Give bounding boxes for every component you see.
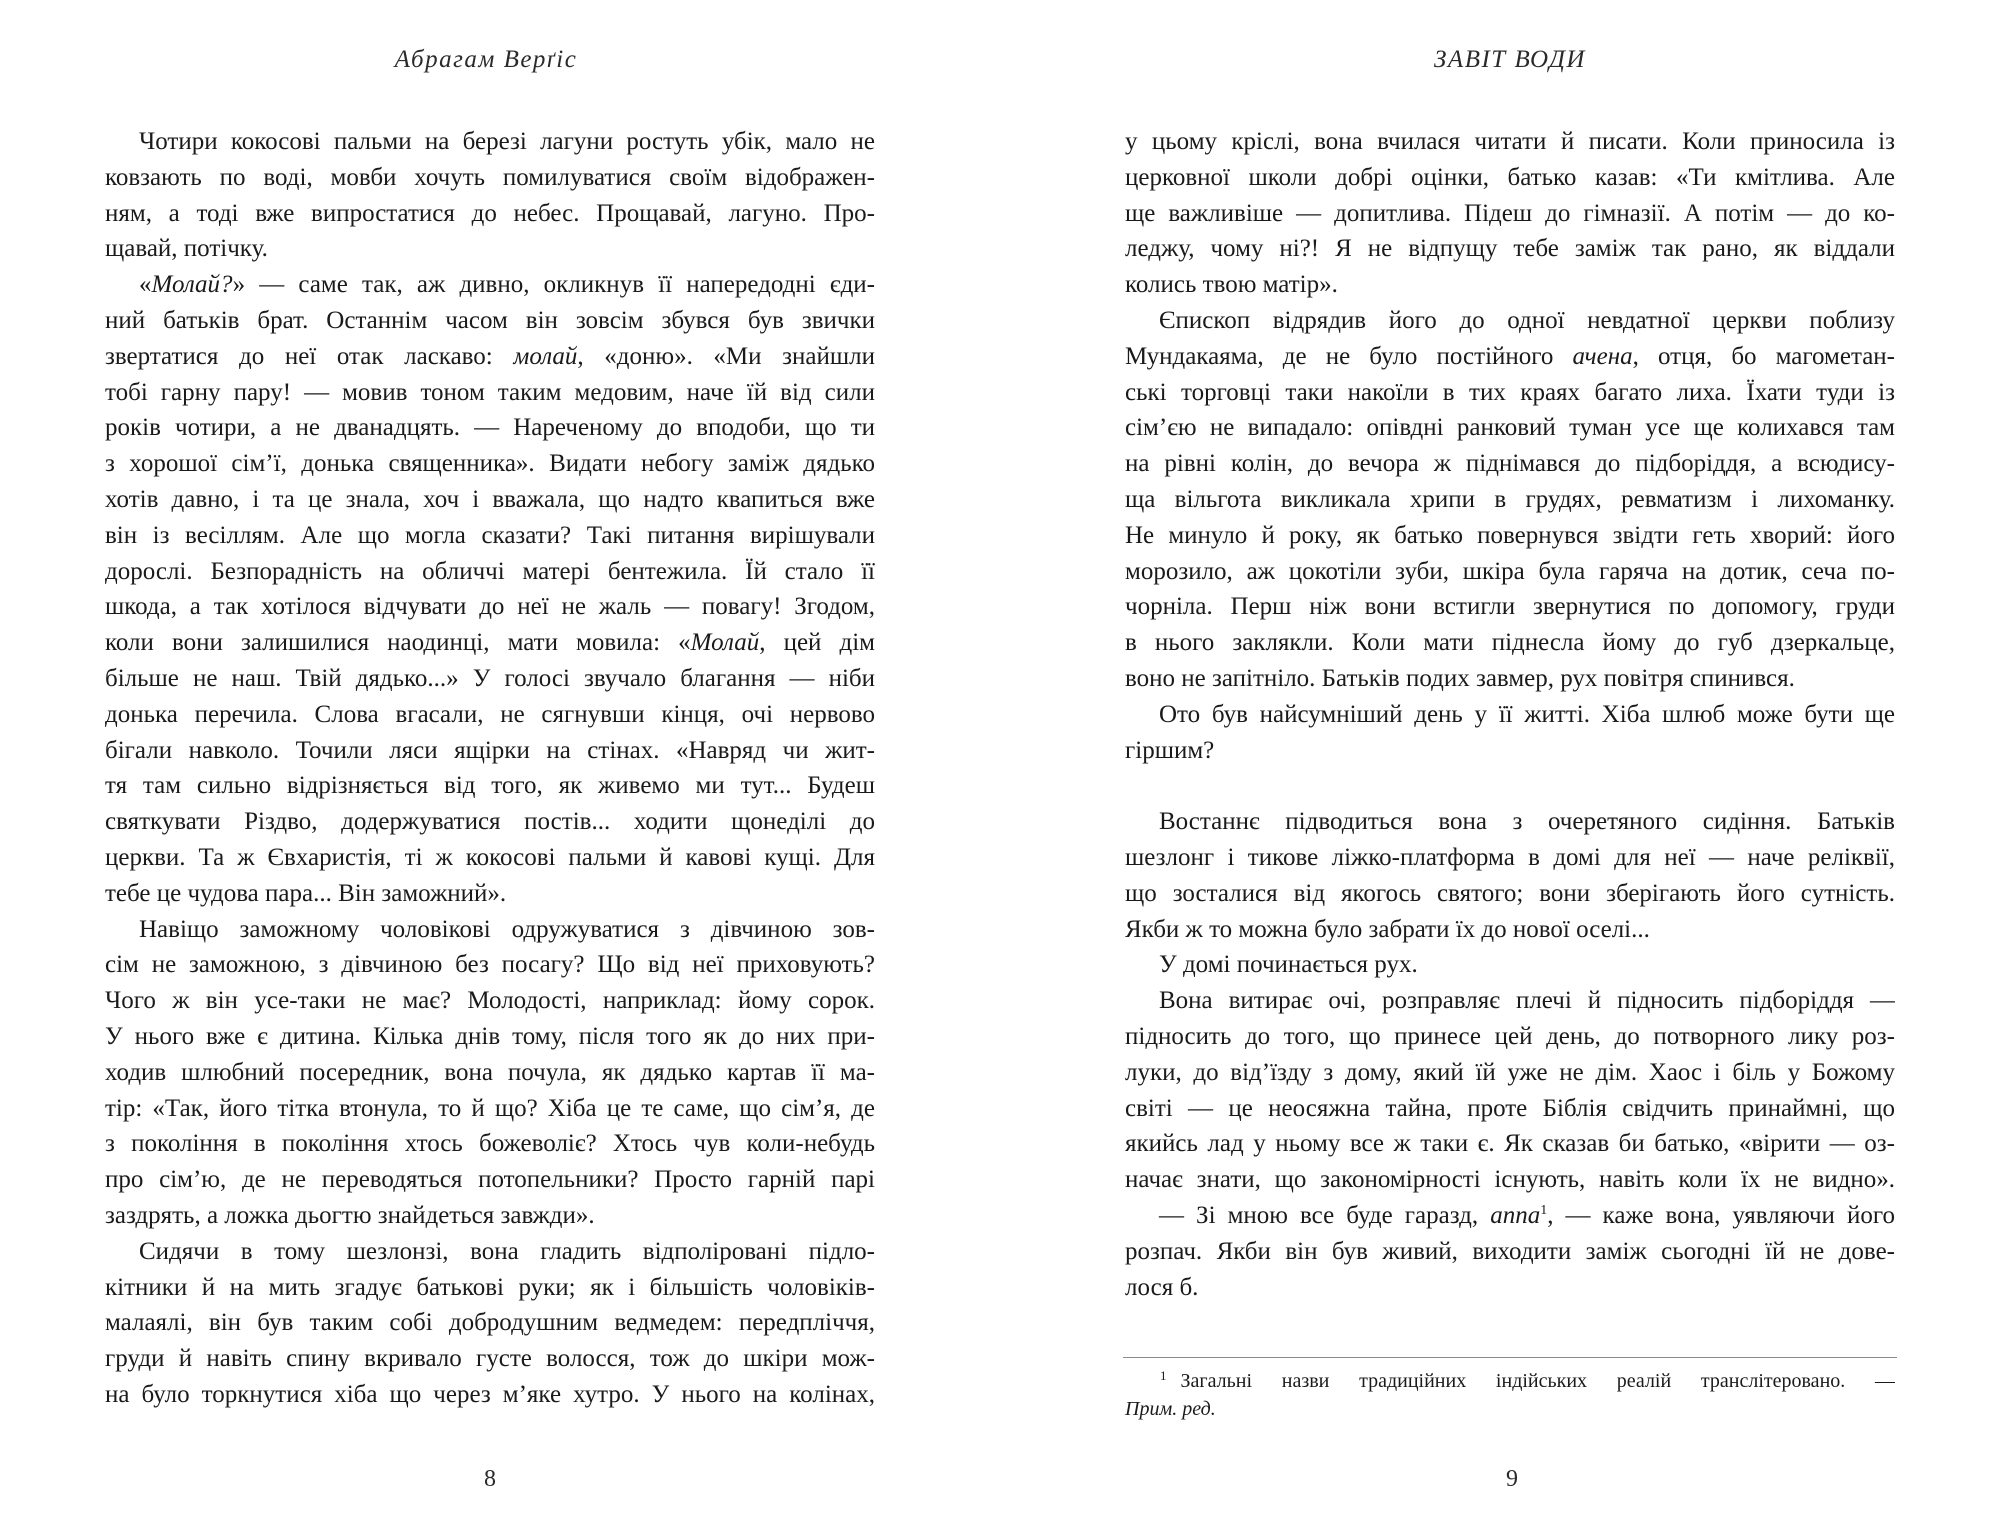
text-line — [105, 339, 875, 375]
text-segment: — Зі мною все буде гаразд, — [1159, 1201, 1491, 1229]
text-line — [105, 1126, 875, 1162]
text-segment: начає знати, що закономірності існують, навіть коли їх не видно». — [1125, 1166, 1895, 1194]
text-segment: Мундакаяма, де не було постійного — [1125, 342, 1573, 370]
text-line — [105, 231, 875, 267]
running-head-title: ЗАВІТ ВОДИ — [1434, 46, 1586, 73]
text-line — [105, 947, 875, 983]
text-line — [1125, 1055, 1895, 1091]
footnote — [1125, 1367, 1895, 1423]
text-segment: ний батьків брат. Останнім часом він зовсім збувся був звички — [105, 306, 875, 334]
text-segment: підносить до того, що принесе цей день, до потворного лику роз- — [1125, 1022, 1895, 1050]
text-line — [105, 303, 875, 339]
running-head-author: Абрагам Верґіс — [394, 46, 578, 73]
text-segment: Якби ж то можна було забрати їх до нової оселі... — [1125, 915, 1650, 943]
text-line — [1125, 1126, 1895, 1162]
text-line — [105, 482, 875, 518]
text-segment: Чого ж він усе-таки не має? Молодості, наприклад: йому сорок. — [105, 987, 875, 1015]
text-segment: « — [139, 271, 152, 299]
text-segment: тебе це чудова пара... Він заможний». — [105, 879, 507, 907]
text-segment: У нього вже є дитина. Кілька днів тому, після того як до них при- — [105, 1022, 875, 1050]
left-page-body — [105, 124, 875, 1413]
text-segment: світі — це неосяжна тайна, проте Біблія свідчить принаймні, що — [1125, 1094, 1895, 1122]
text-line — [105, 912, 875, 948]
text-line — [105, 1341, 875, 1377]
text-line — [1125, 196, 1895, 232]
text-segment: Сидячи в тому шезлонзі, вона гладить відполіровані підло- — [139, 1237, 875, 1265]
text-segment: , «доню». «Ми знайшли — [577, 342, 875, 370]
text-line — [105, 375, 875, 411]
text-segment: Востаннє підводиться вона з очеретяного сидіння. Батьків — [1159, 808, 1895, 836]
text-segment: леджу, чому ні?! Я не відпущу тебе заміж так рано, як віддали — [1125, 235, 1895, 263]
text-line — [105, 554, 875, 590]
text-segment: ням, а тоді вже випростатися до небес. Прощавай, лагуно. Про- — [105, 199, 875, 227]
text-line — [1125, 804, 1895, 840]
text-line — [105, 160, 875, 196]
text-line — [105, 625, 875, 661]
text-segment: шкода, а так хотілося відчувати до неї не жаль — повагу! Згодом, — [105, 593, 875, 621]
text-segment: , цей дім — [759, 629, 875, 657]
text-line — [1125, 697, 1895, 733]
text-line — [105, 1270, 875, 1306]
text-segment: у цьому кріслі, вона вчилася читати й писати. Коли приносила із — [1125, 128, 1895, 155]
right-page — [1000, 0, 2000, 1530]
text-segment: Навіщо заможному чоловікові одружуватися з дівчиною зов- — [139, 915, 875, 943]
text-line — [105, 196, 875, 232]
text-line — [105, 1198, 875, 1234]
text-segment: груди й навіть спину вкривало густе волосся, тож до шкіри мож- — [105, 1345, 875, 1373]
text-line — [105, 410, 875, 446]
text-line — [1125, 554, 1895, 590]
text-line — [105, 1055, 875, 1091]
text-line — [1125, 733, 1895, 769]
text-segment: більше не наш. Твій дядько...» У голосі звучало благання — ніби — [105, 664, 875, 692]
text-segment: якийсь лад у ньому все ж таки є. Як сказав би батько, «вірити — оз- — [1125, 1130, 1895, 1158]
text-segment: тя там сильно відрізняється від того, як живемо ми тут... Будеш — [105, 772, 875, 800]
text-line — [1125, 518, 1895, 554]
text-line — [1125, 589, 1895, 625]
text-segment: шезлонг і тикове ліжко-платформа в домі для неї — наче реліквії, — [1125, 843, 1895, 871]
right-page-body — [1125, 124, 1895, 1305]
text-segment: Ото був найсумніший день у її житті. Хіба шлюб може бути ще — [1159, 700, 1895, 728]
text-segment: морозило, аж цокотіли зуби, шкіра була гаряча на дотик, сеча по- — [1125, 557, 1895, 585]
text-line — [1125, 912, 1895, 948]
text-segment: сім’єю не випадало: опівдні ранковий туман усе ще колихався там — [1125, 414, 1895, 442]
text-segment: про сім’ю, де не переводяться потопельники? Просто гарній парі — [105, 1166, 875, 1194]
text-line — [105, 876, 875, 912]
text-segment: ща вільгота викликала хрипи в грудях, ревматизм і лихоманку. — [1125, 485, 1895, 513]
text-segment: років чотири, а не дванадцять. — Нареченому до вподоби, що ти — [105, 414, 875, 442]
text-line — [105, 124, 875, 160]
text-segment: що зосталися від якогось святого; вони зберігають його сутність. — [1125, 879, 1895, 907]
text-segment: луки, до від’їзду з дому, який їй уже не дім. Хаос і біль у Божому — [1125, 1058, 1895, 1086]
italic-text: молай — [513, 342, 578, 370]
text-segment: розпач. Якби він був живий, виходити заміж сьогодні їй не дове- — [1125, 1237, 1895, 1265]
text-line — [105, 589, 875, 625]
footnote-marker: 1 — [1160, 1368, 1167, 1383]
italic-text: Молай? — [151, 271, 233, 299]
text-line — [105, 518, 875, 554]
text-line — [105, 1234, 875, 1270]
text-line — [1125, 876, 1895, 912]
italic-text: аппа — [1490, 1201, 1541, 1229]
text-segment: ходив шлюбний посередник, вона почула, як дядько картав її ма- — [105, 1058, 875, 1086]
text-line — [105, 983, 875, 1019]
footnote-divider — [1123, 1357, 1897, 1358]
text-line — [1125, 1019, 1895, 1055]
italic-text: Прим. ред. — [1125, 1398, 1216, 1420]
text-line — [1125, 1367, 1895, 1395]
text-line — [1125, 375, 1895, 411]
text-segment: , отця, бо магометан- — [1632, 342, 1895, 370]
text-segment: на рівні колін, до вечора ж піднімався до підборіддя, а всюдису- — [1125, 450, 1895, 478]
text-segment: донька перечила. Слова вгасали, не сягнувши кінця, очі нервово — [105, 700, 875, 728]
text-segment: святкувати Різдво, додержуватися постів... ходити щонеділі до — [105, 808, 875, 836]
text-segment: У домі починається рух. — [1159, 951, 1418, 979]
text-segment: хотів давно, і та це знала, хоч і вважала, що надто квапиться вже — [105, 485, 875, 513]
text-segment: дорослі. Безпорадність на обличчі матері бентежила. Їй стало її — [105, 557, 875, 585]
text-line — [105, 697, 875, 733]
text-segment: церковної школи добрі оцінки, батько казав: «Ти кмітлива. Але — [1125, 163, 1895, 191]
text-segment: ські торговці таки накоїли в тих краях багато лиха. Їхати туди із — [1125, 378, 1895, 406]
text-segment: тобі гарну пару! — мовив тоном таким медовим, наче їй від сили — [105, 378, 875, 406]
text-line — [1125, 303, 1895, 339]
text-line — [1125, 1091, 1895, 1127]
text-line — [1125, 661, 1895, 697]
text-segment: колись твою матір». — [1125, 271, 1338, 299]
text-line — [1125, 625, 1895, 661]
text-line — [105, 768, 875, 804]
text-segment: ще важливіше — допитлива. Підеш до гімназії. А потім — до ко- — [1125, 199, 1895, 227]
text-segment: з покоління в покоління хтось божеволіє? Хтось чув коли-небудь — [105, 1130, 875, 1158]
text-segment: кітники й на мить згадує батькові руки; як і більшість чоловіків- — [105, 1273, 875, 1301]
text-line — [1125, 1234, 1895, 1270]
text-line — [105, 840, 875, 876]
text-segment: з хорошої сім’ї, донька священника». Видати небогу заміж дядько — [105, 450, 875, 478]
text-line — [1125, 124, 1895, 160]
text-segment: він із весіллям. Але що могла сказати? Такі питання вирішували — [105, 521, 875, 549]
text-line — [1125, 410, 1895, 446]
text-line — [105, 661, 875, 697]
blank-line — [1125, 768, 1895, 804]
text-line — [1125, 983, 1895, 1019]
text-line — [105, 1377, 875, 1413]
text-line — [1125, 1395, 1895, 1423]
page-number: 9 — [1506, 1466, 1518, 1492]
text-segment: ковзають по воді, мовби хочуть помилуватися своїм відображен- — [105, 163, 875, 191]
text-segment: бігали навколо. Точили ляси ящірки на стінах. «Навряд чи жит- — [105, 736, 875, 764]
text-line — [105, 446, 875, 482]
text-line — [105, 1162, 875, 1198]
text-segment: Чотири кокосові пальми на березі лагуни ростуть убік, мало не — [139, 128, 875, 155]
text-line — [1125, 339, 1895, 375]
text-segment: на було торкнутися хіба що через м’яке хутро. У нього на колінах, — [105, 1380, 875, 1408]
italic-text: Молай — [690, 629, 760, 657]
text-line — [1125, 1270, 1895, 1306]
text-line — [1125, 446, 1895, 482]
text-segment: , — каже вона, уявляючи його — [1547, 1201, 1895, 1229]
text-segment: лося б. — [1125, 1273, 1199, 1301]
text-segment: тір: «Так, його тітка втонула, то й що? Хіба це те саме, що сім’я, де — [105, 1094, 875, 1122]
text-line — [1125, 840, 1895, 876]
footnote-reference: 1 — [1540, 1202, 1548, 1218]
text-line — [105, 1019, 875, 1055]
text-segment: церкви. Та ж Євхаристія, ті ж кокосові пальми й кавові кущі. Для — [105, 843, 875, 871]
text-segment: Єпископ відрядив його до одної невдатної церкви поблизу — [1159, 306, 1895, 334]
text-segment: заздрять, а ложка дьогтю знайдеться завжди». — [105, 1201, 595, 1229]
text-segment: Загальні назви традиційних індійських реалій транслітеровано. — — [1180, 1370, 1895, 1392]
text-segment: щавай, потічку. — [105, 235, 268, 263]
text-line — [1125, 947, 1895, 983]
text-segment: звертатися до неї отак ласкаво: — [105, 342, 514, 370]
text-line — [105, 733, 875, 769]
text-segment: гіршим? — [1125, 736, 1215, 764]
text-line — [105, 1091, 875, 1127]
text-line — [105, 1305, 875, 1341]
text-line — [105, 267, 875, 303]
text-line — [1125, 267, 1895, 303]
text-segment: » — саме так, аж дивно, окликнув її напередодні єди- — [232, 271, 875, 299]
text-segment: сім не заможною, з дівчиною без посагу? Що від неї приховують? — [105, 951, 875, 979]
text-line — [1125, 1198, 1895, 1234]
text-line — [1125, 160, 1895, 196]
text-line — [1125, 231, 1895, 267]
text-segment: чорніла. Перш ніж вони встигли звернутися по допомогу, груди — [1125, 593, 1895, 621]
text-line — [105, 804, 875, 840]
text-line — [1125, 482, 1895, 518]
text-segment: Не минуло й року, як батько повернувся звідти геть хворий: його — [1125, 521, 1895, 549]
page-number: 8 — [484, 1466, 496, 1492]
text-segment: воно не запітніло. Батьків подих завмер, рух повітря спинився. — [1125, 664, 1795, 692]
text-segment: в нього заклякли. Коли мати піднесла йому до губ дзеркальце, — [1125, 629, 1895, 657]
italic-text: ачена — [1572, 342, 1633, 370]
text-segment: малаялі, він був таким собі добродушним ведмедем: передпліччя, — [105, 1309, 875, 1337]
text-segment: коли вони залишилися наодинці, мати мовила: « — [105, 629, 691, 657]
text-segment: Вона витирає очі, розправляє плечі й підносить підборіддя — — [1159, 987, 1895, 1015]
text-line — [1125, 1162, 1895, 1198]
